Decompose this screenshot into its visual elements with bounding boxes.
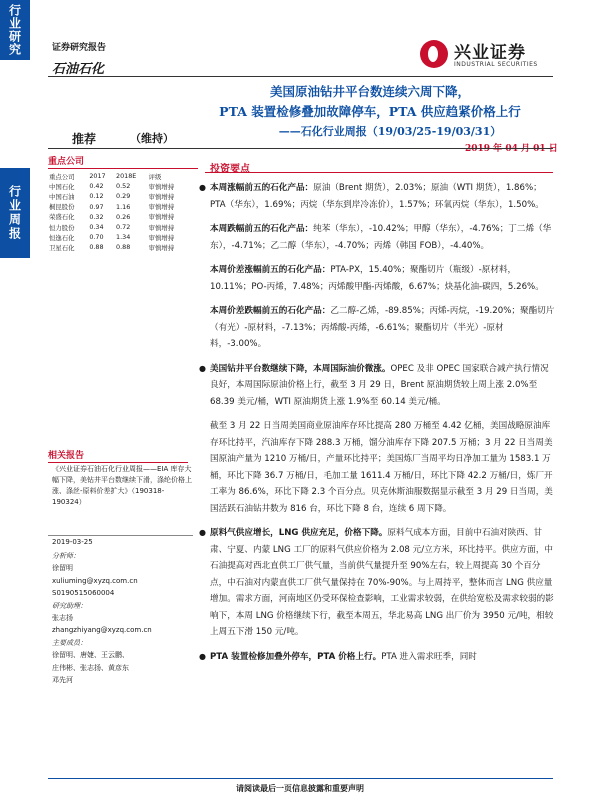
company-name: 恒逸石化 [49, 233, 75, 242]
document-type: 证券研究报告 [52, 43, 107, 53]
paragraph-text: 乙二醇-乙烯，-89.85%；丙烯-丙烷，-19.20%；聚酯切片（有光）-原材料，-7.13%；丙烯酸-丙烯，-6.61%；聚酯切片（半光）-原材料，-3.00%。 [210, 306, 555, 349]
paragraph-lead: 本周跌幅前五的石化产品： [210, 224, 314, 234]
eps-2017: 0.42 [89, 182, 104, 191]
paragraph-pta [200, 649, 555, 666]
company-rating: 审慎增持 [148, 203, 175, 212]
table-row [48, 222, 188, 232]
related-report-date: 2019-03-25 [52, 538, 93, 546]
column-header: 2017 [89, 172, 106, 181]
paragraph-lead: 本周价差涨幅前五的石化产品： [210, 265, 331, 275]
column-header: 评级 [148, 172, 162, 181]
report-body [200, 180, 555, 673]
report-subtitle: ——石化行业周报（19/03/25-19/03/31） [278, 125, 502, 138]
company-name: 卫星石化 [49, 243, 75, 252]
paragraph-text: PTA-PX，15.40%；聚酯切片（瓶级）-原材料，10.11%；PO-丙烯，7.48%；丙烯酸甲酯-丙烯酸，6.67%；炔基化油-碳四，5.26%。 [210, 265, 544, 292]
company-rating: 审慎增持 [148, 192, 175, 201]
logo-mark-icon [420, 40, 448, 68]
table-row [48, 242, 188, 252]
paragraph-lead: 美国钻井平台数继续下降，本周国际油价微涨。 [210, 363, 391, 374]
company-name: 恒力股份 [49, 223, 75, 232]
analyst-label: 分析师： [52, 552, 80, 560]
company-logo [420, 38, 570, 74]
report-category-tab: 行业研究 [0, 0, 30, 60]
rating-divider [48, 148, 553, 149]
report-title-line-1: 美国原油钻井平台数连续六周下降， [269, 84, 470, 99]
column-header: 2018E [116, 172, 137, 181]
paragraph-text: 截至 3 月 22 日当周美国商业原油库存环比提高 280 万桶至 4.42 亿桶，美国战略原油库存环比持平，汽油库存下降 288.3 万桶，馏分油库存下降 207.5 万桶；3 月 22 日当周美国原油产量为 1210 万桶/日，产量环比持平；美国炼厂当周平均日净加工量为 1583.1 万桶，环比下降 36.7 万桶/日，毛加工量 1611.4 万桶/日，环比下降 42.2 万桶/日，炼厂开工率为 86.6%，环比下降 2.3 个百分点。贝克休斯油服数据显示截至 3 月 29 日当周，美国活跃石油钻井数为 816 台，环比下降 8 台，连续 6 周下降。 [210, 421, 553, 514]
table-row [48, 232, 188, 242]
company-rating: 审慎增持 [148, 213, 175, 222]
eps-2018e: 1.16 [116, 202, 131, 211]
eps-2018e: 0.72 [116, 223, 131, 232]
eps-2017: 0.12 [89, 192, 104, 201]
paragraph-spread-losers [200, 303, 555, 353]
members-line: 庄伟彬、张志扬、黄彦东 [52, 663, 129, 672]
eps-2018e: 0.88 [116, 243, 131, 252]
company-name: 中国石油 [49, 192, 75, 201]
table-header-row [48, 171, 188, 181]
paragraph-text: 原油（Brent 期货），2.03%；原油（WTI 期货），1.86%；PTA（华东），1.69%；丙烷（华东到岸冷冻价），1.57%；环氧丙烷（华东），1.50%。 [210, 183, 544, 210]
paragraph-lead: 原料气供应增长，LNG 供应充足，价格下降。 [210, 528, 388, 538]
disclaimer-notice: 请阅读最后一页信息披露和重要声明 [236, 784, 364, 793]
analyst-certificate: S0190515060004 [52, 589, 115, 598]
table-row [48, 202, 188, 212]
report-type-tab: 行业周报 [0, 168, 30, 258]
header-divider [48, 76, 553, 77]
footer-divider [48, 778, 553, 779]
paragraph-lead: PTA 装置检修加叠外停车，PTA 价格上行。 [210, 651, 382, 662]
report-title-line-2: PTA 装置检修叠加故障停车，PTA 供应趋紧价格上行 [219, 104, 521, 119]
table-row [48, 181, 188, 191]
paragraph-lng [200, 525, 555, 641]
eps-2017: 0.88 [89, 243, 104, 252]
table-row [48, 191, 188, 201]
eps-2017: 0.97 [89, 202, 104, 211]
assistant-name: 张志扬 [52, 614, 73, 623]
related-divider [48, 535, 193, 536]
logo-chinese-name: 兴业证券 [454, 43, 526, 63]
left-band [0, 0, 30, 800]
eps-2018e: 1.34 [116, 233, 131, 242]
key-companies-panel [48, 154, 198, 253]
assistant-email[interactable]: zhangzhiyang@xyzq.com.cn [52, 626, 152, 635]
eps-2018e: 0.52 [116, 182, 131, 191]
eps-2017: 0.70 [89, 233, 104, 242]
eps-2017: 0.34 [89, 223, 104, 232]
related-report-link[interactable]: 《兴业证券石油石化行业周报——EIA 库存大幅下降，美钻井平台数继续下滑，涤纶价格上涨、涤丝-原料价差扩大》（190318-190324） [52, 465, 192, 506]
members-line: 邓先河 [52, 676, 73, 685]
table-row [48, 212, 188, 222]
company-name: 荣盛石化 [49, 213, 75, 222]
assistant-label: 研究助理： [52, 601, 87, 610]
sector-name: 石油石化 [52, 62, 105, 77]
paragraph-top-losers [200, 221, 555, 254]
column-header: 重点公司 [49, 172, 75, 181]
analyst-info [52, 550, 192, 686]
investment-highlights-heading: 投资要点 [210, 164, 250, 175]
paragraph-spread-gainers [200, 262, 555, 295]
company-rating: 审慎增持 [148, 243, 175, 252]
paragraph-text: PTA 进入需求旺季，同时 [381, 651, 477, 662]
section-divider [205, 172, 553, 173]
paragraph-top-gainers [200, 180, 555, 213]
report-date: 2019 年 04 月 01 日 [465, 144, 558, 154]
paragraph-crude-oil [200, 361, 555, 411]
analyst-name: 徐留明 [52, 564, 73, 573]
eps-2017: 0.32 [89, 212, 104, 221]
paragraph-lead: 本周涨幅前五的石化产品： [210, 183, 314, 193]
company-name: 中国石化 [49, 182, 75, 191]
paragraph-inventory [200, 418, 555, 517]
members-label: 主要成员： [52, 638, 87, 647]
related-reports-heading: 相关报告 [48, 448, 188, 463]
paragraph-text: 纯苯（华东），-10.42%；甲醇（华东），-4.76%；丁二烯（华东），-4.71%；乙二醇（华东），-4.70%；丙烯（韩国 FOB），-4.40%。 [210, 224, 552, 251]
eps-2018e: 0.29 [116, 192, 131, 201]
key-companies-table [48, 171, 188, 253]
paragraph-lead: 本周价差跌幅前五的石化产品： [210, 306, 331, 316]
paragraph-text: 原料气成本方面，目前中石油对陕西、甘肃、宁夏、内蒙 LNG 工厂的原料气供应价格为 2.08 元/立方米，环比持平。供应方面，中石油提高对西北直供工厂供气量，当前供气量提升至 90%左右，较上周提高 30 个百分点，中石油对内蒙直供工厂供气量保持在 70%-90%。与上周持平，整体而言 LNG 供应量增加。需求方面，河南地区仍受环保检查影响，工业需求较弱，在供给宽松及需求较弱的影响下，本周 LNG 价格继续下行，截至本周五，华北易高 LNG 出厂价为 3950 元/吨，相较上周五下滑 150 元/吨。 [210, 528, 554, 637]
logo-english-name: INDUSTRIAL SECURITIES [454, 61, 538, 68]
members-line: 徐留明、唐婕、王云鹏、 [52, 651, 129, 660]
company-rating: 审慎增持 [148, 223, 175, 232]
analyst-email[interactable]: xuliuming@xyzq.com.cn [52, 576, 138, 585]
paragraph-text: OPEC 及非 OPEC 国家联合减产执行情况良好，本周国际原油价格上行，截至 3 月 29 日，Brent 原油期货较上周上涨 2.0%至 68.39 美元/桶，WTI 原油期货上涨 1.9%至 60.14 美元/桶。 [210, 363, 549, 407]
rating-label: 推荐 [72, 132, 97, 146]
rating-status: （维持） [130, 132, 174, 145]
key-companies-heading: 重点公司 [48, 154, 198, 169]
company-name: 桐昆股份 [49, 203, 75, 212]
eps-2018e: 0.26 [116, 212, 131, 221]
company-rating: 审慎增持 [148, 233, 175, 242]
company-rating: 审慎增持 [148, 182, 175, 191]
